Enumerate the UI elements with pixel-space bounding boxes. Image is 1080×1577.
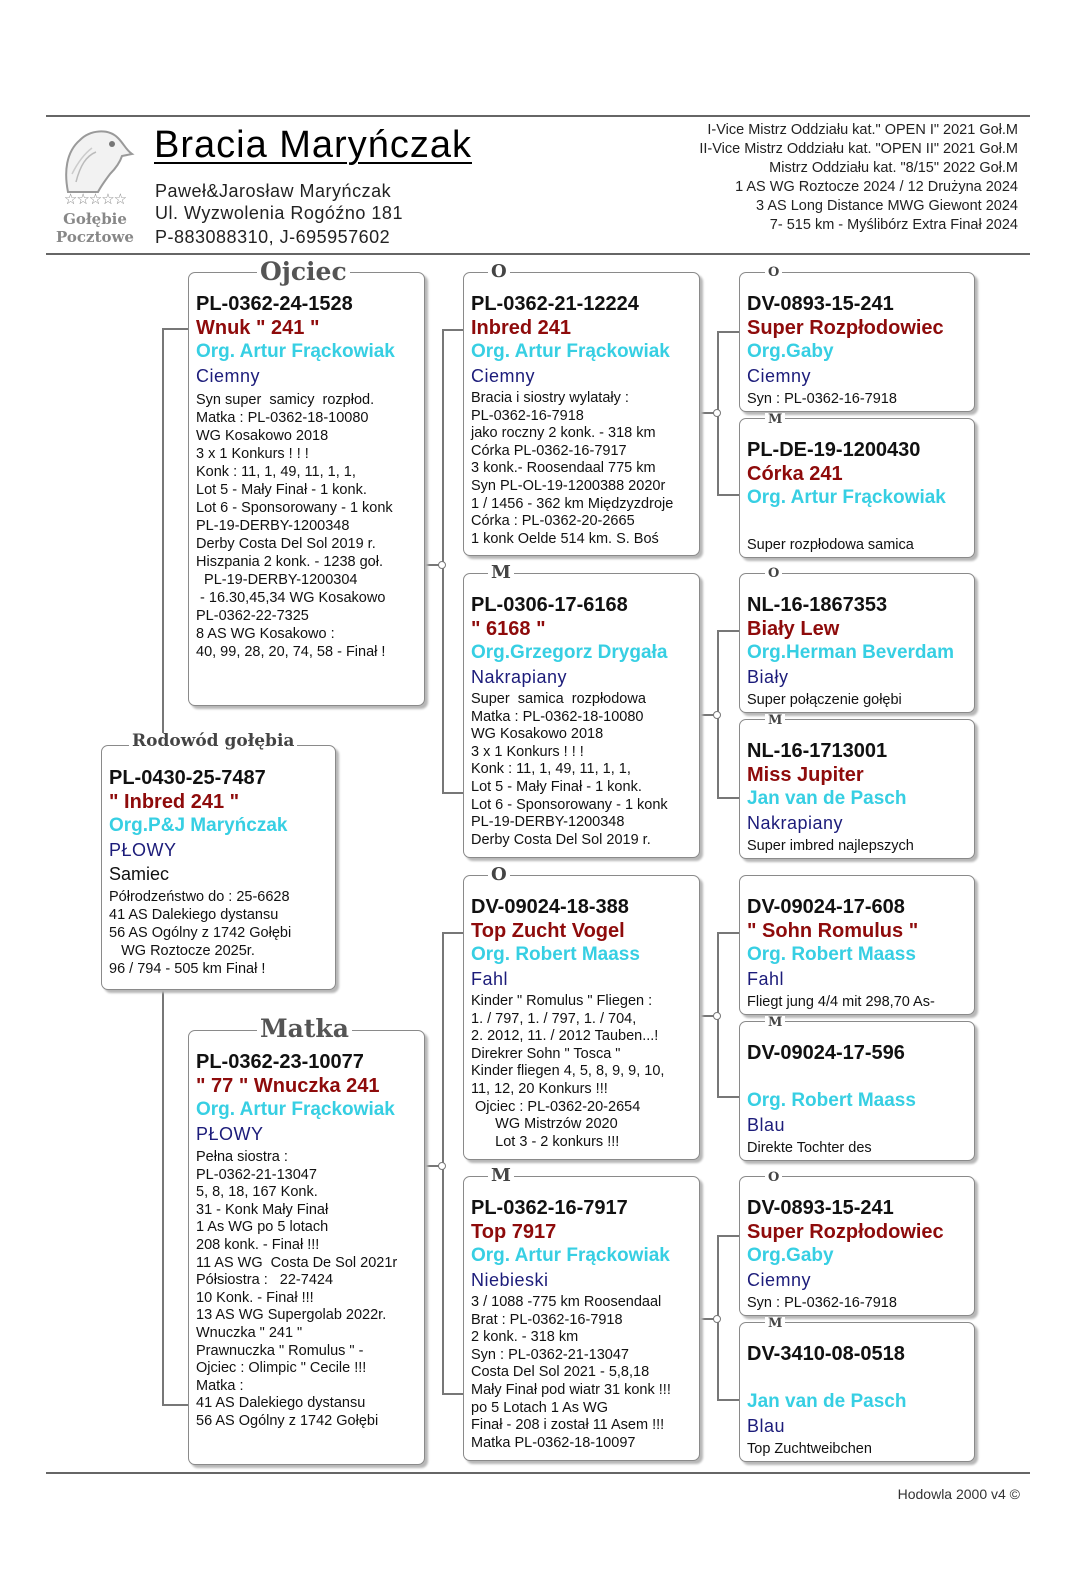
mother-marker: M xyxy=(765,1016,785,1029)
logo-text-line2: Pocztowe xyxy=(56,228,134,246)
father-marker: O xyxy=(488,866,510,884)
mother-marker: M xyxy=(488,1167,514,1185)
breeder: Org. Robert Maass xyxy=(747,1090,916,1111)
breeder: Org. Artur Frąckowiak xyxy=(747,487,946,508)
father-marker: O xyxy=(765,1171,782,1184)
award-item: II-Vice Mistrz Oddziału kat. "OPEN II" 2021 Goł.M xyxy=(699,141,1018,157)
mother-marker: M xyxy=(765,714,785,727)
connector-dot xyxy=(713,409,721,417)
breeder: Org.Gaby xyxy=(747,341,834,362)
pedigree-card-mother[interactable] xyxy=(188,1030,425,1465)
pigeon-notes: Bracia i siostry wylatały : PL-0362-16-7918 jako roczny 2 konk. - 318 km Córka PL-0362-16-7917 3 konk.- Roosendaal 775 km Syn PL-OL-19-1200388 2020r 1 / 1456 - 362 km Międzyzdroje Córka : PL-0362-20-2665 1 konk Oelde 514 km. S. Boś xyxy=(471,390,674,547)
connector-line xyxy=(717,1096,739,1098)
connector-line xyxy=(442,1393,464,1395)
pigeon-name: Biały Lew xyxy=(747,618,840,640)
pigeon-notes: Direkte Tochter des xyxy=(747,1140,872,1156)
connector-line xyxy=(162,990,164,1405)
plumage-color: Ciemny xyxy=(196,366,261,386)
plumage-color: Biały xyxy=(747,667,789,687)
breeder: Org. Artur Frąckowiak xyxy=(471,341,670,362)
awards-list xyxy=(699,121,1018,235)
connector-dot xyxy=(438,561,446,569)
ring-number: NL-16-1713001 xyxy=(747,740,888,762)
father-marker: O xyxy=(765,266,782,279)
pedigree-label: Rodowód gołębia xyxy=(129,733,297,750)
pedigree-card-great-grandparent[interactable] xyxy=(739,573,975,713)
pigeon-notes: Super imbred najlepszych xyxy=(747,838,914,854)
plumage-color xyxy=(747,510,972,534)
pedigree-card-great-grandparent[interactable] xyxy=(739,719,975,859)
pedigree-card-maternal-grandfather[interactable] xyxy=(463,875,700,1160)
pigeon-name: Super Rozpłodowiec xyxy=(747,1221,944,1243)
father-marker: O xyxy=(765,567,782,580)
plumage-color: Blau xyxy=(747,1416,786,1436)
pigeon-sex: Samiec xyxy=(109,864,170,884)
connector-line xyxy=(717,1399,739,1401)
father-label: Ojciec xyxy=(257,259,350,284)
street-address: Ul. Wyzwolenia Rogóźno 181 xyxy=(155,203,403,223)
mother-label: Matka xyxy=(257,1016,352,1041)
pigeon-name: Inbred 241 xyxy=(471,317,572,339)
pigeon-name: Córka 241 xyxy=(747,463,843,485)
pigeon-notes: Syn : PL-0362-16-7918 xyxy=(747,1295,897,1311)
plumage-color: Nakrapiany xyxy=(471,667,568,687)
plumage-color: Blau xyxy=(747,1115,786,1135)
plumage-color: Nakrapiany xyxy=(747,813,844,833)
ring-number: DV-0893-15-241 xyxy=(747,1197,894,1219)
ring-number: PL-0362-21-12224 xyxy=(471,293,639,315)
pigeon-notes: Super samica rozpłodowa Matka : PL-0362-18-10080 WG Kosakowo 2018 3 x 1 Konkurs ! ! ! Konk : 11, 1, 49, 11, 1, 1, Lot 5 - Mały Finał - 1 konk. Lot 6 - Sponsorowany - 1 konk PL-19-DERBY-1200348 Derby Costa Del Sol 2019 r. xyxy=(471,691,668,848)
ring-number: PL-0362-23-10077 xyxy=(196,1051,364,1073)
pigeon-notes: Kinder " Romulus " Fliegen : 1. / 797, 1. / 797, 1. / 704, 2. 2012, 11. / 2012 Tauben...! Direkrer Sohn " Tosca " Kinder fliegen 4, 5, 8, 9, 9, 10, 11, 12, 20 Konkurs !!! Ojciec : PL-0362-20-2654 WG Mistrzów 2020 Lot 3 - 2 konkurs !!! xyxy=(471,993,665,1150)
ring-number: PL-0362-16-7917 xyxy=(471,1197,628,1219)
plumage-color: Niebieski xyxy=(471,1270,549,1290)
breeder: Org.Grzegorz Drygała xyxy=(471,642,668,663)
ring-number: DV-09024-17-608 xyxy=(747,896,905,918)
mother-marker: M xyxy=(765,413,785,426)
pigeon-notes: Syn super samicy rozpłod. Matka : PL-0362-18-10080 WG Kosakowo 2018 3 x 1 Konkurs ! ! ! Konk : 11, 1, 49, 11, 1, 1, Lot 5 - Mały Finał - 1 konk. Lot 6 - Sponsorowany - 1 konk PL-19-DERBY-1200348 Derby Costa Del Sol 2019 r. Hiszpania 2 konk. - 1238 goł. PL-19-DERBY-1200304 - 16.30,45,34 WG Kosakowo PL-0362-22-7325 8 AS WG Kosakowo : 40, 99, 28, 20, 74, 58 - Finał ! xyxy=(196,392,393,660)
breeder: Org.Gaby xyxy=(747,1245,834,1266)
plumage-color: Fahl xyxy=(747,969,785,989)
pedigree-card-paternal-grandfather[interactable] xyxy=(463,272,700,556)
pedigree-card-great-grandparent[interactable] xyxy=(739,272,975,412)
logo xyxy=(48,122,142,248)
breeder: Org.Herman Beverdam xyxy=(747,642,954,663)
award-item: 3 AS Long Distance MWG Giewont 2024 xyxy=(756,198,1018,214)
ring-number: DV-0893-15-241 xyxy=(747,293,894,315)
connector-line xyxy=(442,932,464,934)
software-credit: Hodowla 2000 v4 © xyxy=(897,1486,1020,1502)
connector-dot xyxy=(713,711,721,719)
pedigree-card-great-grandparent[interactable] xyxy=(739,1021,975,1161)
breeder: Org. Robert Maass xyxy=(471,944,640,965)
pedigree-card-father[interactable] xyxy=(188,272,425,706)
connector-line xyxy=(442,792,464,794)
pigeon-notes: Pełna siostra : PL-0362-21-13047 5, 8, 18, 167 Konk. 31 - Konk Mały Finał 1 As WG po 5 lotach 208 konk. - Finał !!! 11 AS WG Costa De Sol 2021r Półsiostra : 22-7424 10 Konk. - Finał !!! 13 AS WG Supergolab 2022r. Wnuczka " 241 " Prawnuczka " Romulus " - Ojciec : Olimpic " Cecile !!! Matka : 41 AS Dalekiego dystansu 56 AS Ogólny z 1742 Gołębi xyxy=(196,1149,398,1429)
ring-number: PL-0306-17-6168 xyxy=(471,594,628,616)
ring-number: NL-16-1867353 xyxy=(747,594,888,616)
breeder: Org. Artur Frąckowiak xyxy=(196,1099,395,1120)
footer-rule xyxy=(46,1472,1030,1474)
connector-line xyxy=(717,331,739,333)
pedigree-card-maternal-grandmother[interactable] xyxy=(463,1176,700,1461)
ring-number: DV-3410-08-0518 xyxy=(747,1343,905,1365)
plumage-color: PŁOWY xyxy=(109,840,177,860)
plumage-color: Ciemny xyxy=(747,366,812,386)
pedigree-card-great-grandparent[interactable] xyxy=(739,1176,975,1316)
connector-line xyxy=(717,1235,739,1237)
award-item: Mistrz Oddziału kat. "8/15" 2022 Goł.M xyxy=(769,160,1018,176)
plumage-color: Ciemny xyxy=(471,366,536,386)
award-item: 1 AS WG Roztocze 2024 / 12 Drużyna 2024 xyxy=(735,179,1018,195)
mother-marker: M xyxy=(488,564,514,582)
connector-line xyxy=(717,630,739,632)
logo-stars: ☆☆☆☆☆ xyxy=(63,191,127,208)
pigeon-name: Super Rozpłodowiec xyxy=(747,317,944,339)
award-item: 7- 515 km - Myślibórz Extra Finał 2024 xyxy=(769,217,1018,233)
breeder: Org.P&J Maryńczak xyxy=(109,815,288,836)
ring-number: PL-0430-25-7487 xyxy=(109,767,266,789)
pigeon-notes: Top Zuchtweibchen xyxy=(747,1441,872,1457)
pigeon-notes: Fliegt jung 4/4 mit 298,70 As- xyxy=(747,994,935,1010)
ring-number: PL-DE-19-1200430 xyxy=(747,439,921,461)
pigeon-name: " 6168 " xyxy=(471,618,546,640)
owners: Paweł&Jarosław Maryńczak xyxy=(155,181,392,201)
pigeon-name: " Inbred 241 " xyxy=(109,791,240,813)
phone-numbers: P-883088310, J-695957602 xyxy=(155,227,391,247)
father-marker: O xyxy=(488,263,510,281)
connector-line xyxy=(717,494,739,496)
breeder: Org. Artur Frąckowiak xyxy=(196,341,395,362)
pigeon-name: " Sohn Romulus " xyxy=(747,920,919,942)
breeder: Jan van de Pasch xyxy=(747,788,907,809)
pedigree-card-great-grandparent[interactable] xyxy=(739,418,975,558)
ring-number: DV-09024-17-596 xyxy=(747,1042,905,1064)
award-item: I-Vice Mistrz Oddziału kat." OPEN I" 2021 Goł.M xyxy=(707,122,1018,138)
pigeon-notes: Półrodzeństwo do : 25-6628 41 AS Dalekiego dystansu 56 AS Ogólny z 1742 Gołębi WG Roztocze 2025r. 96 / 794 - 505 km Finał ! xyxy=(109,889,292,977)
pigeon-notes: Super połączenie gołębi xyxy=(747,692,902,708)
connector-dot xyxy=(438,1162,446,1170)
connector-dot xyxy=(713,1012,721,1020)
pigeon-name: Top 7917 xyxy=(471,1221,557,1243)
logo-text-line1: Gołębie xyxy=(63,210,127,228)
loft-title: Bracia Maryńczak xyxy=(154,124,472,166)
header-top-rule xyxy=(46,115,1030,117)
header-bottom-rule xyxy=(46,253,1030,255)
plumage-color: PŁOWY xyxy=(196,1124,264,1144)
pigeon-name: Miss Jupiter xyxy=(747,764,864,786)
breeder: Org. Robert Maass xyxy=(747,944,916,965)
breeder: Jan van de Pasch xyxy=(747,1391,907,1412)
pigeon-head-icon xyxy=(56,122,136,194)
mother-marker: M xyxy=(765,1317,785,1330)
pigeon-notes: 3 / 1088 -775 km Roosendaal Brat : PL-0362-16-7918 2 konk. - 318 km Syn : PL-0362-21-13047 Costa Del Sol 2021 - 5,8,18 Mały Finał pod wiatr 31 konk !!! po 5 Lotach 1 As WG Finał - 208 i został 11 Asem !!! Matka PL-0362-18-10097 xyxy=(471,1294,671,1451)
connector-line xyxy=(442,329,464,331)
connector-line xyxy=(717,932,739,934)
pedigree-card-paternal-grandmother[interactable] xyxy=(463,573,700,858)
connector-line xyxy=(162,328,164,740)
pigeon-notes: Super rozpłodowa samica xyxy=(747,537,914,553)
ring-number: DV-09024-18-388 xyxy=(471,896,629,918)
plumage-color: Ciemny xyxy=(747,1270,812,1290)
breeder: Org. Artur Frąckowiak xyxy=(471,1245,670,1266)
connector-line xyxy=(717,797,739,799)
pigeon-name xyxy=(747,1366,972,1390)
pigeon-name: " 77 " Wnuczka 241 xyxy=(196,1075,380,1097)
connector-line xyxy=(162,328,189,330)
pigeon-name: Wnuk " 241 " xyxy=(196,317,320,339)
pigeon-notes: Syn : PL-0362-16-7918 xyxy=(747,391,897,407)
pedigree-card-subject[interactable] xyxy=(101,745,336,990)
ring-number: PL-0362-24-1528 xyxy=(196,293,353,315)
pedigree-card-great-grandparent[interactable] xyxy=(739,1322,975,1462)
pedigree-card-great-grandparent[interactable] xyxy=(739,875,975,1015)
pigeon-name: Top Zucht Vogel xyxy=(471,920,625,942)
connector-line xyxy=(162,1404,189,1406)
plumage-color: Fahl xyxy=(471,969,509,989)
connector-dot xyxy=(713,1315,721,1323)
pigeon-name xyxy=(747,1065,972,1089)
